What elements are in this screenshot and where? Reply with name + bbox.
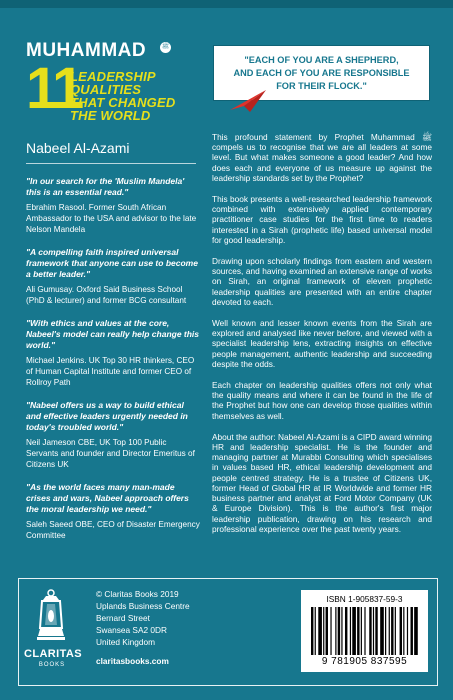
quote-line: AND EACH OF YOU ARE RESPONSIBLE bbox=[233, 67, 410, 78]
title-number: 11 bbox=[26, 56, 82, 121]
subtitle-line: QUALITIES bbox=[70, 82, 142, 97]
barcode-bar bbox=[400, 607, 402, 655]
barcode-bar bbox=[341, 607, 342, 655]
endorsement-quote: "Nabeel offers us a way to build ethical and effective leaders urgently needed in today's troubled world." bbox=[26, 400, 188, 432]
barcode-icon bbox=[311, 607, 419, 655]
lantern-logo-icon bbox=[34, 588, 68, 644]
blurb-paragraph: Well known and lesser known events from the Sirah are explored and analysed like never before, and viewed with a specialist leadership lens, extracting insights on effective people management, authentic leadership and succeeding despite the odds. bbox=[212, 318, 432, 369]
endorsement-source: Neil Jameson CBE, UK Top 100 Public Servants and founder and Director Emeritus of Citizens UK bbox=[26, 438, 195, 469]
quote-line: "EACH OF YOU ARE A SHEPHERD, bbox=[244, 54, 399, 65]
barcode-bar bbox=[352, 607, 356, 655]
endorsement-quote: "A compelling faith inspired universal framework that anyone can use to become a better leader." bbox=[26, 247, 198, 279]
endorsement bbox=[26, 482, 201, 541]
barcode-bar bbox=[345, 607, 347, 655]
isbn-label: ISBN 1-905837-59-3 bbox=[326, 594, 403, 604]
endorsements bbox=[26, 176, 201, 553]
address-line: Bernard Street bbox=[96, 613, 150, 623]
author-name: Nabeel Al-Azami bbox=[26, 140, 130, 156]
publisher-address bbox=[96, 588, 266, 667]
address-line: Uplands Business Centre bbox=[96, 601, 190, 611]
barcode-bar bbox=[403, 607, 404, 655]
blurb-paragraph: Drawing upon scholarly findings from eastern and western sources, and having examined an extensive range of works on Sirah, an original framework of eleven prophetic leadership qualities are presented with an entire chapter devoted to each. bbox=[212, 256, 432, 307]
endorsement-quote: "In our search for the 'Muslim Mandela' this is an essential read." bbox=[26, 176, 185, 197]
honorific-badge-icon: ﷺ bbox=[160, 42, 171, 53]
barcode-bar bbox=[385, 607, 386, 655]
barcode-bar bbox=[389, 607, 390, 655]
barcode-bar bbox=[330, 607, 331, 655]
barcode-bar bbox=[326, 607, 328, 655]
endorsement-source: Michael Jenkins. UK Top 30 HR thinkers, CEO of Human Capital Institute and former CEO of Rollroy Path bbox=[26, 356, 195, 387]
barcode-bar bbox=[357, 607, 359, 655]
barcode-number: 9 781905 837595 bbox=[321, 656, 408, 667]
endorsement-source: Ebrahim Rasool. Former South African Ambassador to the USA and advisor to the late Nelson Mandela bbox=[26, 203, 197, 234]
endorsement bbox=[26, 400, 201, 470]
endorsement bbox=[26, 247, 201, 306]
blurb-text bbox=[212, 132, 432, 534]
barcode-bar bbox=[318, 607, 322, 655]
barcode-bar bbox=[315, 607, 316, 655]
endorsement-quote: "As the world faces many man-made crises and wars, Nabeel approach offers the moral leadership we need." bbox=[26, 482, 189, 514]
blurb-paragraph: Each chapter on leadership qualities offers not only what the quality means and where it can be found in the life of the Prophet but how one can develop those qualities within themselves as well. bbox=[212, 380, 432, 421]
barcode-bar bbox=[338, 607, 340, 655]
barcode-bar bbox=[375, 607, 377, 655]
book-subtitle bbox=[70, 70, 175, 122]
subtitle-line: LEADERSHIP bbox=[70, 69, 156, 84]
endorsement-source: Saleh Saeed OBE, CEO of Disaster Emergency Committee bbox=[26, 520, 200, 540]
quote-line: FOR THEIR FLOCK." bbox=[276, 80, 367, 91]
subtitle-line: THE WORLD bbox=[70, 108, 151, 123]
barcode-bar bbox=[373, 607, 374, 655]
paper-plane-icon bbox=[228, 86, 268, 114]
barcode-box bbox=[301, 590, 428, 672]
barcode-bar bbox=[391, 607, 393, 655]
publisher-logo-name: CLARITAS bbox=[24, 648, 82, 660]
book-title: MUHAMMAD bbox=[26, 40, 147, 61]
barcode-bar bbox=[395, 607, 396, 655]
address-line: © Claritas Books 2019 bbox=[96, 589, 179, 599]
endorsement bbox=[26, 176, 201, 235]
barcode-bar bbox=[380, 607, 384, 655]
barcode-bar bbox=[311, 607, 313, 655]
barcode-bar bbox=[323, 607, 324, 655]
endorsement-quote: "With ethics and values at the core, Nabeel's model can really help change this world." bbox=[26, 318, 200, 350]
address-line: Swansea SA2 0DR bbox=[96, 625, 168, 635]
barcode-bar bbox=[361, 607, 362, 655]
divider bbox=[26, 163, 196, 164]
endorsement bbox=[26, 318, 201, 388]
blurb-paragraph: This profound statement by Prophet Muhammad ﷺ compels us to recognise that we are all leaders at some level. But what makes someone a good leader? And how does each and everyone of us measure up against the leadership standards set by the Prophet? bbox=[212, 132, 432, 183]
address-line: United Kingdom bbox=[96, 637, 156, 647]
subtitle-line: THAT CHANGED bbox=[70, 95, 176, 110]
barcode-bar bbox=[364, 607, 365, 655]
barcode-bar bbox=[335, 607, 336, 655]
blurb-paragraph: This book presents a well-researched leadership framework combined with extensively applied contemporary practitioner case studies for the first time to readers interested in a Sirah (prophetic life) based universal model for good leadership. bbox=[212, 194, 432, 245]
author-bio: About the author: Nabeel Al-Azami is a CIPD award winning HR and leadership specialist. He is the founder and managing partner at Murabbi Consulting which specialises in values based HR, ethical leadership development and people centred strategy. He is a trustee of Citizens UK, former Head of Global HR at IR Worldwide and former HR business partner and analyst at Ford Motor Company (UK & Europe Division). This is the author's first major leadership publication, drawing on his research and professional experience over the past twenty years. bbox=[212, 431, 432, 534]
barcode-bar bbox=[407, 607, 408, 655]
publisher-website: claritasbooks.com bbox=[96, 656, 169, 666]
barcode-bar bbox=[350, 607, 351, 655]
endorsement-source: Ali Gumusay. Oxford Said Business School (PhD & lecturer) and former BCG consultant bbox=[26, 285, 187, 305]
barcode-bar bbox=[414, 607, 418, 655]
barcode-bar bbox=[369, 607, 371, 655]
publisher-logo-sub: BOOKS bbox=[38, 662, 66, 668]
barcode-bar bbox=[411, 607, 413, 655]
